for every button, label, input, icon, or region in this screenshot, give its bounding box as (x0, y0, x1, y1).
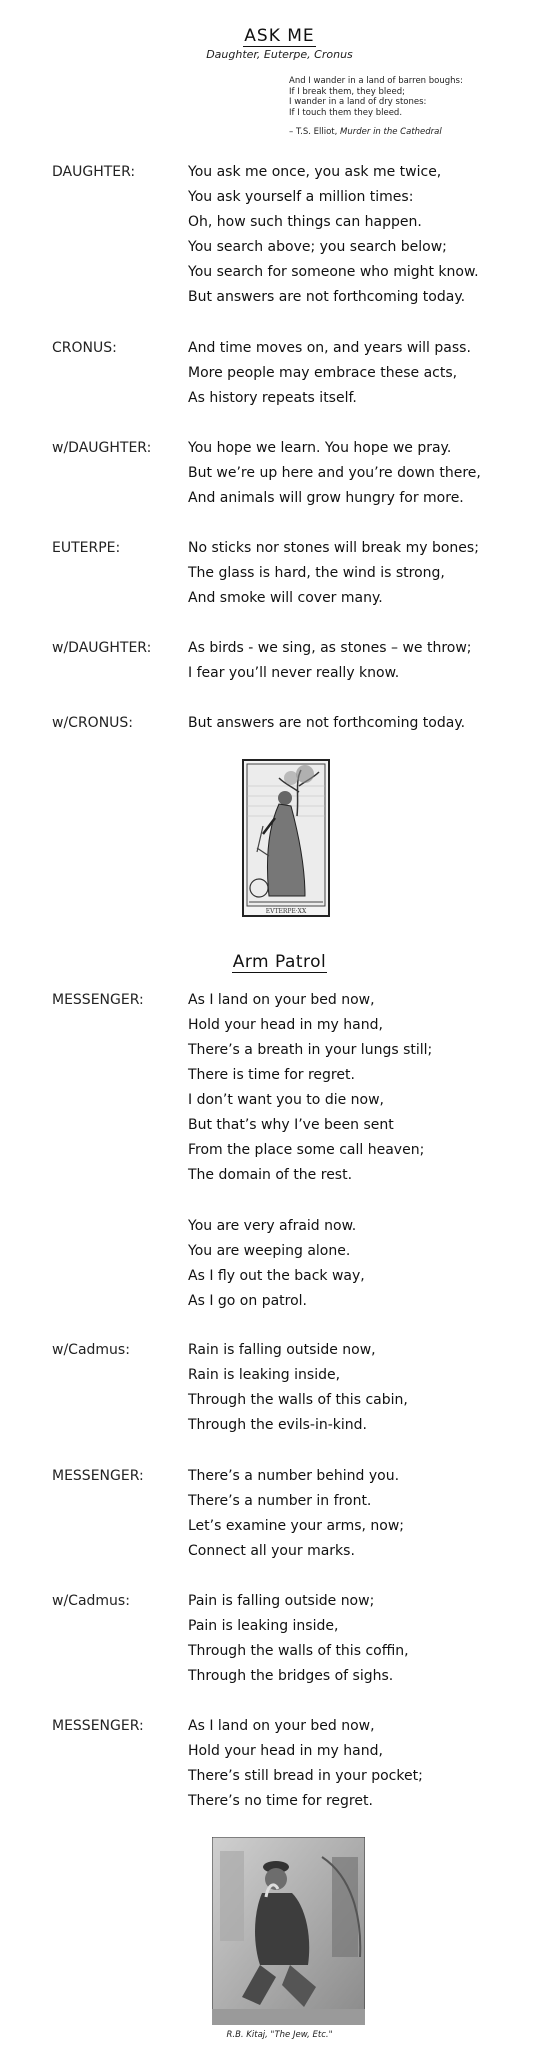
poem-line: As history repeats itself. (188, 390, 357, 406)
speaker-label: w/Cadmus: (52, 1342, 130, 1358)
poem-line: You search for someone who might know. (188, 264, 479, 280)
poem-line: No sticks nor stones will break my bones; (188, 540, 479, 556)
poem-subtitle: Daughter, Euterpe, Cronus (206, 48, 353, 61)
poem-line: More people may embrace these acts, (188, 365, 458, 381)
card-caption: EVTERPE·XX (265, 908, 307, 915)
epigraph (289, 76, 549, 138)
poem-line: Through the evils-in-kind. (188, 1417, 367, 1433)
poem-line: And animals will grow hungry for more. (188, 490, 464, 506)
poem-line: From the place some call heaven; (188, 1142, 425, 1158)
speaker-label: MESSENGER: (52, 1468, 144, 1484)
attribution-work: Murder in the Cathedral (340, 127, 442, 137)
stanza-lines (188, 160, 548, 310)
poem-line: But we’re up here and you’re down there, (188, 465, 481, 481)
stanza-lines (188, 988, 548, 1188)
poem-line: There’s a number in front. (188, 1493, 372, 1509)
stanza-lines (188, 1714, 548, 1814)
epigraph-line: If I break them, they bleed; (289, 86, 405, 97)
stanza-lines (188, 336, 548, 411)
epigraph-line: I wander in a land of dry stones: (289, 97, 427, 107)
speaker-label: EUTERPE: (52, 540, 121, 556)
speaker-label: MESSENGER: (52, 1718, 144, 1734)
stanza-lines (188, 436, 548, 511)
stanza-lines (188, 1338, 548, 1438)
poem-line: The glass is hard, the wind is strong, (188, 565, 445, 581)
poem-line: Pain is falling outside now; (188, 1593, 375, 1609)
poem-line: Rain is falling outside now, (188, 1342, 376, 1358)
poem-title: ASK ME (244, 26, 315, 46)
speaker-label: w/CRONUS: (52, 715, 134, 731)
poem-line: There’s still bread in your pocket; (188, 1768, 423, 1784)
poem-line: As I land on your bed now, (188, 1718, 375, 1734)
poem-line: There’s a number behind you. (188, 1468, 400, 1484)
poem-line: There is time for regret. (188, 1067, 355, 1083)
poem-line: But answers are not forthcoming today. (188, 289, 466, 305)
epigraph-attribution (289, 127, 549, 138)
section-title-arm-patrol: Arm Patrol (232, 952, 327, 972)
poem-line: But answers are not forthcoming today. (188, 715, 466, 731)
speaker-label: w/Cadmus: (52, 1593, 130, 1609)
poem-line: As birds - we sing, as stones – we throw; (188, 640, 472, 656)
poem-line: And time moves on, and years will pass. (188, 340, 471, 356)
epigraph-line: And I wander in a land of barren boughs: (289, 76, 463, 86)
poem-line: Let’s examine your arms, now; (188, 1518, 405, 1534)
stanza-lines (188, 636, 548, 686)
stanza-lines (188, 711, 548, 736)
speaker-label: MESSENGER: (52, 992, 144, 1008)
kitaj-painting-image (212, 1837, 365, 2025)
attribution-author: – T.S. Elliot, (289, 127, 338, 137)
poem-line: There’s no time for regret. (188, 1793, 373, 1809)
poem-line: You are weeping alone. (188, 1243, 351, 1259)
poem-line: Through the walls of this coffin, (188, 1643, 409, 1659)
epigraph-line: If I touch them they bleed. (289, 107, 403, 118)
poem-line: I fear you’ll never really know. (188, 665, 400, 681)
poem-line: You ask me once, you ask me twice, (188, 164, 442, 180)
speaker-label: w/DAUGHTER: (52, 440, 152, 456)
speaker-label: w/DAUGHTER: (52, 640, 152, 656)
euterpe-card-image (239, 756, 333, 926)
poem-line: You are very afraid now. (188, 1218, 357, 1234)
poem-line: I don’t want you to die now, (188, 1092, 384, 1108)
poem-line: You search above; you search below; (188, 239, 447, 255)
poem-line: Pain is leaking inside, (188, 1618, 339, 1634)
poem-line: But that’s why I’ve been sent (188, 1117, 394, 1133)
photo-caption: R.B. Kitaj, "The Jew, Etc." (226, 2030, 333, 2040)
poem-line: The domain of the rest. (188, 1167, 353, 1183)
stanza-lines (188, 1214, 548, 1314)
speaker-label: CRONUS: (52, 340, 117, 356)
speaker-label: DAUGHTER: (52, 164, 136, 180)
poem-line: Connect all your marks. (188, 1543, 355, 1559)
poem-line: Through the bridges of sighs. (188, 1668, 394, 1684)
poem-line: Hold your head in my hand, (188, 1743, 383, 1759)
stanza-lines (188, 1464, 548, 1564)
poem-line: Through the walls of this cabin, (188, 1392, 408, 1408)
poem-line: As I fly out the back way, (188, 1268, 365, 1284)
poem-line: And smoke will cover many. (188, 590, 383, 606)
stanza-lines (188, 1589, 548, 1689)
poem-line: Rain is leaking inside, (188, 1367, 341, 1383)
stanza-lines (188, 536, 548, 611)
poem-line: As I land on your bed now, (188, 992, 375, 1008)
poem-line: You hope we learn. You hope we pray. (188, 440, 452, 456)
poem-line: You ask yourself a million times: (188, 189, 414, 205)
poem-line: There’s a breath in your lungs still; (188, 1042, 433, 1058)
euterpe-engraving (239, 756, 333, 926)
poem-line: Hold your head in my hand, (188, 1017, 383, 1033)
poem-line: Oh, how such things can happen. (188, 214, 422, 230)
kitaj-painting (212, 1837, 365, 2025)
poem-line: As I go on patrol. (188, 1293, 307, 1309)
